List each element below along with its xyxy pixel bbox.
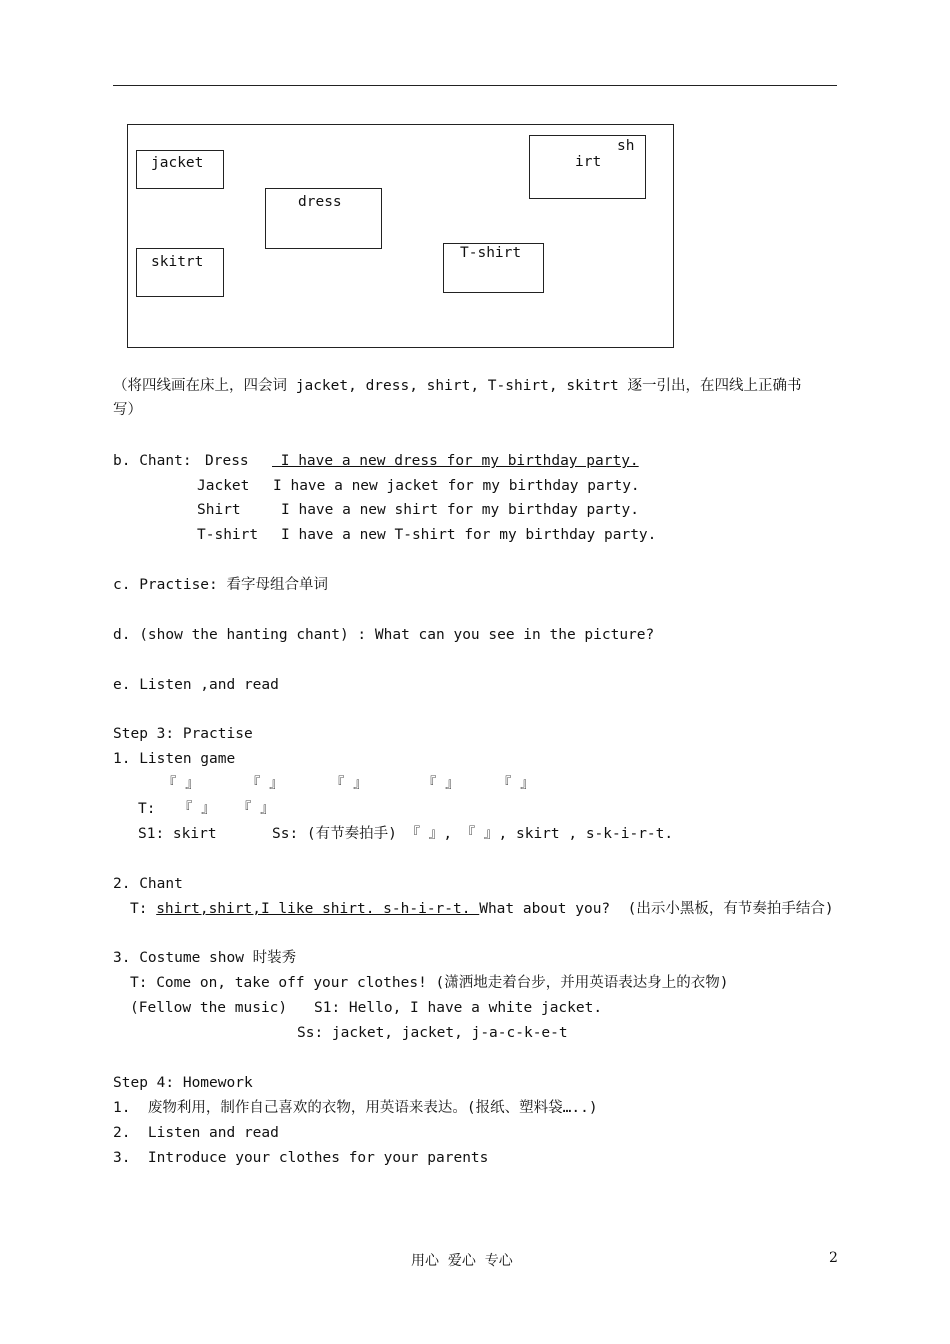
s1-jacket-line: S1: Hello, I have a white jacket. bbox=[314, 1000, 603, 1016]
card-shirt-label-a: sh bbox=[617, 138, 635, 154]
step4-title: Step 4: Homework bbox=[113, 1075, 253, 1091]
chant-sentence: I have a new T-shirt for my birthday party. bbox=[281, 527, 657, 543]
ss-jacket-line: Ss: jacket, jacket, j-a-c-k-e-t bbox=[297, 1025, 568, 1041]
card-skirt bbox=[136, 248, 224, 297]
card-tshirt-label: T-shirt bbox=[460, 245, 522, 261]
bracket-slot: 『 』 bbox=[330, 776, 368, 792]
homework-item: 2. Listen and read bbox=[113, 1125, 279, 1141]
chant-sentence: I have a new shirt for my birthday party. bbox=[281, 502, 639, 518]
footer-motto: 用心 爱心 专心 bbox=[411, 1253, 513, 1269]
music-line: (Fellow the music) bbox=[130, 1000, 288, 1016]
chant-label: b. Chant: bbox=[113, 453, 192, 469]
chant-word: Dress bbox=[205, 453, 249, 469]
listen-read-line: e. Listen ,and read bbox=[113, 677, 279, 693]
chant-sentence: I have a new dress for my birthday party. bbox=[272, 453, 639, 469]
note-line-2: 写） bbox=[113, 402, 142, 418]
card-jacket bbox=[136, 150, 224, 189]
practise-line: c. Practise: 看字母组合单词 bbox=[113, 577, 328, 593]
hanting-line: d. (show the hanting chant) : What can you see in the picture? bbox=[113, 627, 655, 643]
page-number: 2 bbox=[829, 1250, 838, 1266]
chant-teacher-line bbox=[130, 900, 834, 918]
chant-rest: What about you? (出示小黑板，有节奏拍手结合) bbox=[479, 901, 834, 917]
homework-item: 3. Introduce your clothes for your parents bbox=[113, 1150, 489, 1166]
costume-show: 3. Costume show 时装秀 bbox=[113, 950, 297, 966]
chant-sentence: I have a new jacket for my birthday party. bbox=[273, 478, 640, 494]
bracket-slot: 『 』 bbox=[162, 776, 200, 792]
ss-line: Ss: (有节奏拍手) 『 』, 『 』, skirt , s-k-i-r-t. bbox=[272, 826, 674, 842]
card-tshirt bbox=[443, 243, 544, 293]
card-dress bbox=[265, 188, 382, 249]
card-shirt bbox=[529, 135, 646, 199]
costume-teacher-line: T: Come on, take off your clothes! (潇洒地走着台步，并用英语表达身上的衣物) bbox=[130, 975, 729, 991]
card-jacket-label: jacket bbox=[151, 155, 204, 171]
word-card-diagram bbox=[127, 124, 674, 348]
chant-word: Shirt bbox=[197, 502, 241, 518]
bracket-slot: 『 』 bbox=[246, 776, 284, 792]
card-skirt-label: skitrt bbox=[151, 254, 204, 270]
chant-word: T-shirt bbox=[197, 527, 259, 543]
header-rule bbox=[113, 85, 837, 86]
bracket-slot: 『 』 bbox=[237, 801, 275, 817]
chant-word: Jacket bbox=[197, 478, 250, 494]
homework-item: 1. 废物利用，制作自己喜欢的衣物，用英语来表达。(报纸、塑料袋…..) bbox=[113, 1100, 598, 1116]
chant-item: 2. Chant bbox=[113, 876, 183, 892]
card-shirt-label-b: irt bbox=[575, 154, 602, 170]
bracket-slot: 『 』 bbox=[178, 801, 216, 817]
chant-underlined: shirt,shirt,I like shirt. s-h-i-r-t. bbox=[156, 901, 480, 917]
teacher-prefix: T: bbox=[138, 801, 156, 817]
note-line-1: （将四线画在床上，四会词 jacket, dress, shirt, T-shirt, skitrt 逐一引出，在四线上正确书 bbox=[113, 378, 802, 394]
bracket-slot: 『 』 bbox=[497, 776, 535, 792]
step3-title: Step 3: Practise bbox=[113, 726, 253, 742]
teacher-prefix: T: bbox=[130, 901, 157, 917]
listen-game: 1. Listen game bbox=[113, 751, 236, 767]
s1-line: S1: skirt bbox=[138, 826, 217, 842]
bracket-slot: 『 』 bbox=[422, 776, 460, 792]
card-dress-label: dress bbox=[298, 194, 342, 210]
